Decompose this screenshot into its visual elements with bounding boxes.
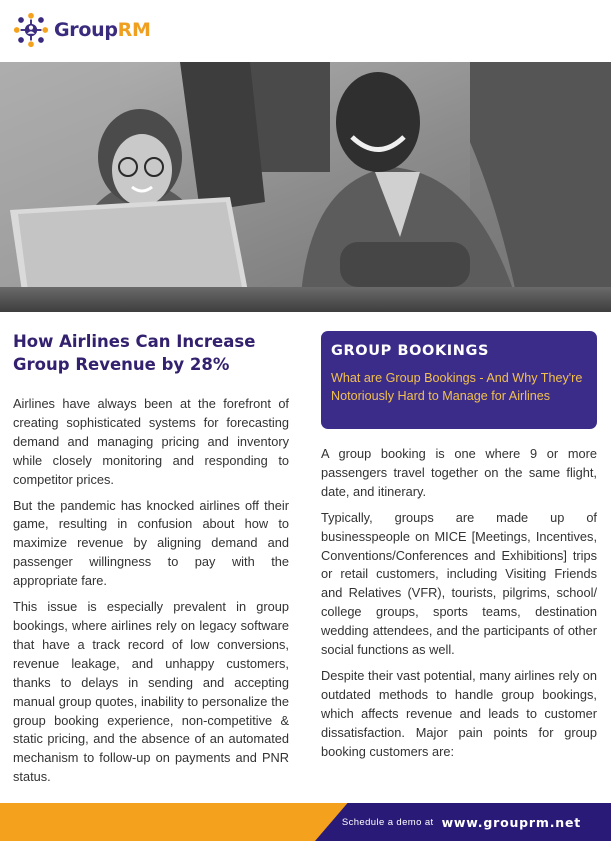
group-bookings-callout xyxy=(321,331,597,429)
footer-cta xyxy=(342,803,581,841)
logo-text-rm: RM xyxy=(117,19,151,41)
people-circle-logo-icon xyxy=(12,11,50,49)
office-team-laptop-photo xyxy=(0,62,611,312)
callout-title: GROUP BOOKINGS xyxy=(331,343,490,359)
logo-wordmark xyxy=(54,19,151,41)
footer-label: Schedule a demo at xyxy=(341,816,434,828)
page-header xyxy=(0,0,611,62)
grouprm-logo[interactable] xyxy=(12,11,151,49)
page-footer xyxy=(0,803,611,841)
group-types-paragraph: Typically, groups are made up of businesspeople on MICE [Meetings, Incentives, Conventions/Conferences and Exhibitions] trips or retail customers, including Visiting Friends and Relatives (VFR), tourists, pilgrims, school/ college groups, sports teams, destination wedding attendees, and the participants of other social functions as well. xyxy=(321,509,597,658)
pandemic-paragraph: But the pandemic has knocked airlines off their game, resulting in confusion about how to maximize revenue by aligning demand and passenger willingness to pay with the appropriate fare. xyxy=(13,497,289,589)
website-link[interactable]: www.grouprm.net xyxy=(441,814,581,830)
logo-text-group: Group xyxy=(54,19,118,41)
definition-paragraph: A group booking is one where 9 or more passengers travel together on the same flight, date, and itinerary. xyxy=(321,446,597,499)
callout-subtitle: What are Group Bookings - And Why They're Notoriously Hard to Manage for Airlines xyxy=(331,371,583,403)
pain-points-paragraph: Despite their vast potential, many airlines rely on outdated methods to handle group bookings, which affects revenue and leads to customer dissatisfaction. Major pain points for group booking customers are: xyxy=(321,667,597,759)
right-column xyxy=(321,445,597,769)
group-bookings-issue-paragraph: This issue is especially prevalent in group bookings, where airlines rely on legacy software that have a track record of low conversions, revenue leakage, and unhappy customers, thanks to delays in sending and accepting manual group quotes, inability to personalize the group booking experience, non-competitive & static pricing, and the absence of an automated mechanism to follow-up on payments and PNR status. xyxy=(13,599,289,785)
page-title: How Airlines Can Increase Group Revenue by 28% xyxy=(13,332,256,374)
left-column xyxy=(13,330,289,794)
intro-paragraph: Airlines have always been at the forefront of creating sophisticated systems for forecasting demand and managing pricing and inventory while closely monitoring and responding to competitor prices. xyxy=(13,396,289,487)
